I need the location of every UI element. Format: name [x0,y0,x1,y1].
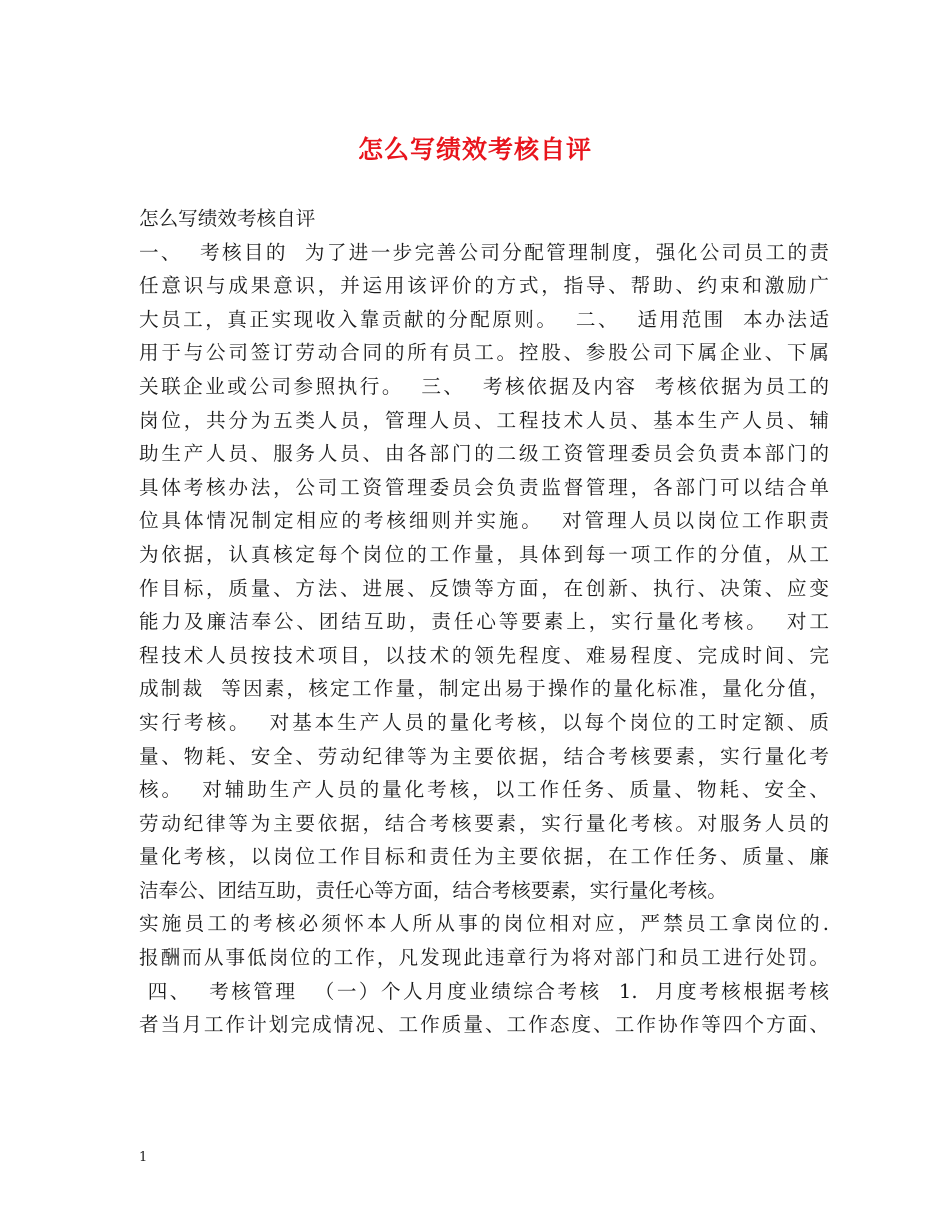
body-line: 关联企业或公司参照执行。 三、 考核依据及内容 考核依据为员工的 [139,374,829,398]
body-line: 劳动纪律等为主要依据，结合考核要素，实行量化考核。对服务人员的 [139,811,829,835]
body-line: 位具体情况制定相应的考核细则并实施。 对管理人员以岗位工作职责 [139,509,829,533]
body-line: 报酬而从事低岗位的工作，凡发现此违章行为将对部门和员工进行处罚。 [139,946,829,970]
body-line: 任意识与成果意识，并运用该评价的方式，指导、帮助、约束和激励广 [139,274,829,298]
document-body [139,202,829,1042]
body-line: 成制裁 等因素，核定工作量，制定出易于操作的量化标准，量化分值， [139,677,829,701]
page-number: 1 [139,1150,148,1165]
body-line: 作目标，质量、方法、进展、反馈等方面，在创新、执行、决策、应变 [139,576,829,600]
body-line: 核。 对辅助生产人员的量化考核，以工作任务、质量、物耗、安全、 [139,778,829,802]
body-line: 助生产人员、服务人员、由各部门的二级工资管理委员会负责本部门的 [139,442,829,466]
body-line: 为依据，认真核定每个岗位的工作量，具体到每一项工作的分值，从工 [139,542,829,566]
body-line: 程技术人员按技术项目，以技术的领先程度、难易程度、完成时间、完 [139,643,829,667]
document-title: 怎么写绩效考核自评 [357,135,592,164]
body-line: 实行考核。 对基本生产人员的量化考核，以每个岗位的工时定额、质 [139,710,829,734]
body-line: 岗位，共分为五类人员，管理人员、工程技术人员、基本生产人员、辅 [139,408,829,432]
body-line: 者当月工作计划完成情况、工作质量、工作态度、工作协作等四个方面、 [139,1013,829,1037]
body-line: 用于与公司签订劳动合同的所有员工。控股、参股公司下属企业、下属 [139,341,829,365]
body-line: 一、 考核目的 为了进一步完善公司分配管理制度，强化公司员工的责 [139,240,829,264]
body-line: 四、 考核管理 （一）个人月度业绩综合考核 1. 月度考核根据考核 [139,979,829,1003]
body-line: 量化考核，以岗位工作目标和责任为主要依据，在工作任务、质量、廉 [139,845,829,869]
body-line: 能力及廉洁奉公、团结互助，责任心等要素上，实行量化考核。 对工 [139,610,829,634]
body-line: 怎么写绩效考核自评 [139,207,316,230]
body-line: 大员工，真正实现收入靠贡献的分配原则。 二、 适用范围 本办法适 [139,307,829,331]
body-line: 具体考核办法，公司工资管理委员会负责监督管理，各部门可以结合单 [139,475,829,499]
body-line: 洁奉公、团结互助，责任心等方面，结合考核要素，实行量化考核。 [139,878,727,902]
body-line: 量、物耗、安全、劳动纪律等为主要依据，结合考核要素，实行量化考 [139,744,829,768]
body-line: 实施员工的考核必须怀本人所从事的岗位相对应，严禁员工拿岗位的. [139,912,829,936]
